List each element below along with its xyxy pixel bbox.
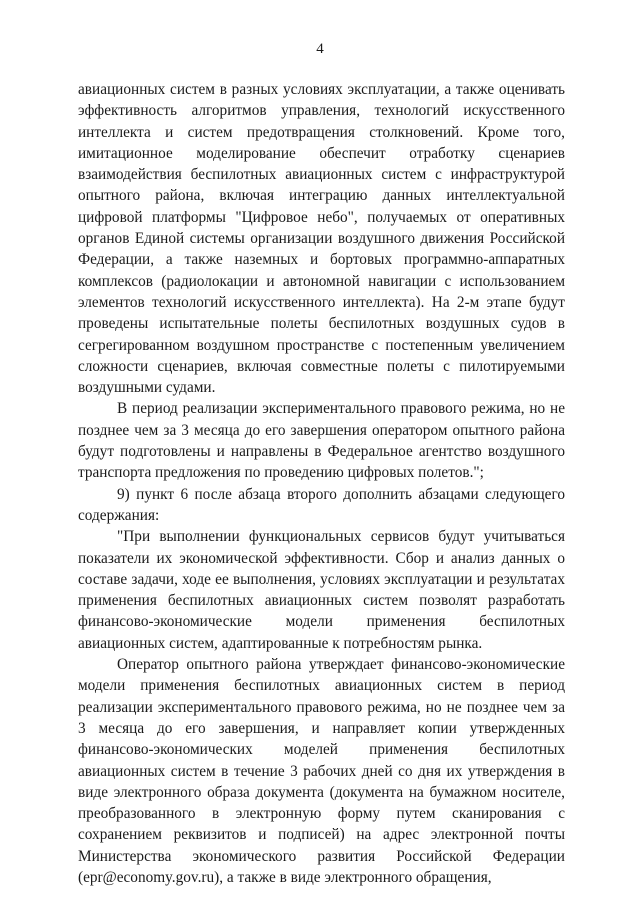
paragraph-5: Оператор опытного района утверждает финансово-экономические модели применения беспилотных авиационных систем в период реализации экспериментального правового режима, но не позднее чем за 3 месяца до его завершения, и направляет копии утвержденных финансово-экономических моделей применения беспилотных авиационных систем в течение 3 рабочих дней со дня их утверждения в виде электронного образа документа (документа на бумажном носителе, преобразованного в электронную форму путем сканирования с сохранением реквизитов и подписей) на адрес электронной почты Министерства экономического развития Российской Федерации (epr@economy.gov.ru), а также в виде электронного обращения, <box>78 656 565 886</box>
paragraph-4: "При выполнении функциональных сервисов будут учитываться показатели их экономической эффективности. Сбор и анализ данных о составе задачи, ходе ее выполнения, условиях эксплуатации и результатах применения беспилотных авиационных систем позволят разработать финансово-экономические модели применения беспилотных авиационных систем, адаптированные к потребностям рынка. <box>78 528 565 652</box>
paragraph-2: В период реализации экспериментального правового режима, но не позднее чем за 3 месяца до его завершения оператором опытного района будут подготовлены и направлены в Федеральное агентство воздушного транспорта предложения по проведению цифровых полетов."; <box>78 400 565 482</box>
paragraph-1: авиационных систем в разных условиях эксплуатации, а также оценивать эффективность алгоритмов управления, технологий искусственного интеллекта и систем предотвращения столкновений. Кроме того, имитационное моделирование обеспечит отработку сценариев взаимодействия беспилотных авиационных систем с инфраструктурой опытного района, включая интеграцию данных интеллектуальной цифровой платформы "Цифровое небо", получаемых от оперативных органов Единой системы организации воздушного движения Российской Федерации, а также наземных и бортовых программно-аппаратных комплексов (радиолокации и автономной навигации с использованием элементов технологий искусственного интеллекта). На 2-м этапе будут проведены испытательные полеты беспилотных воздушных судов в сегрегированном воздушном пространстве с постепенным увеличением сложности сценариев, включая совместные полеты с пилотируемыми воздушными судами. <box>78 81 565 397</box>
document-body <box>78 79 565 888</box>
page-number: 4 <box>316 41 324 57</box>
paragraph-3: 9) пункт 6 после абзаца второго дополнить абзацами следующего содержания: <box>78 485 565 524</box>
